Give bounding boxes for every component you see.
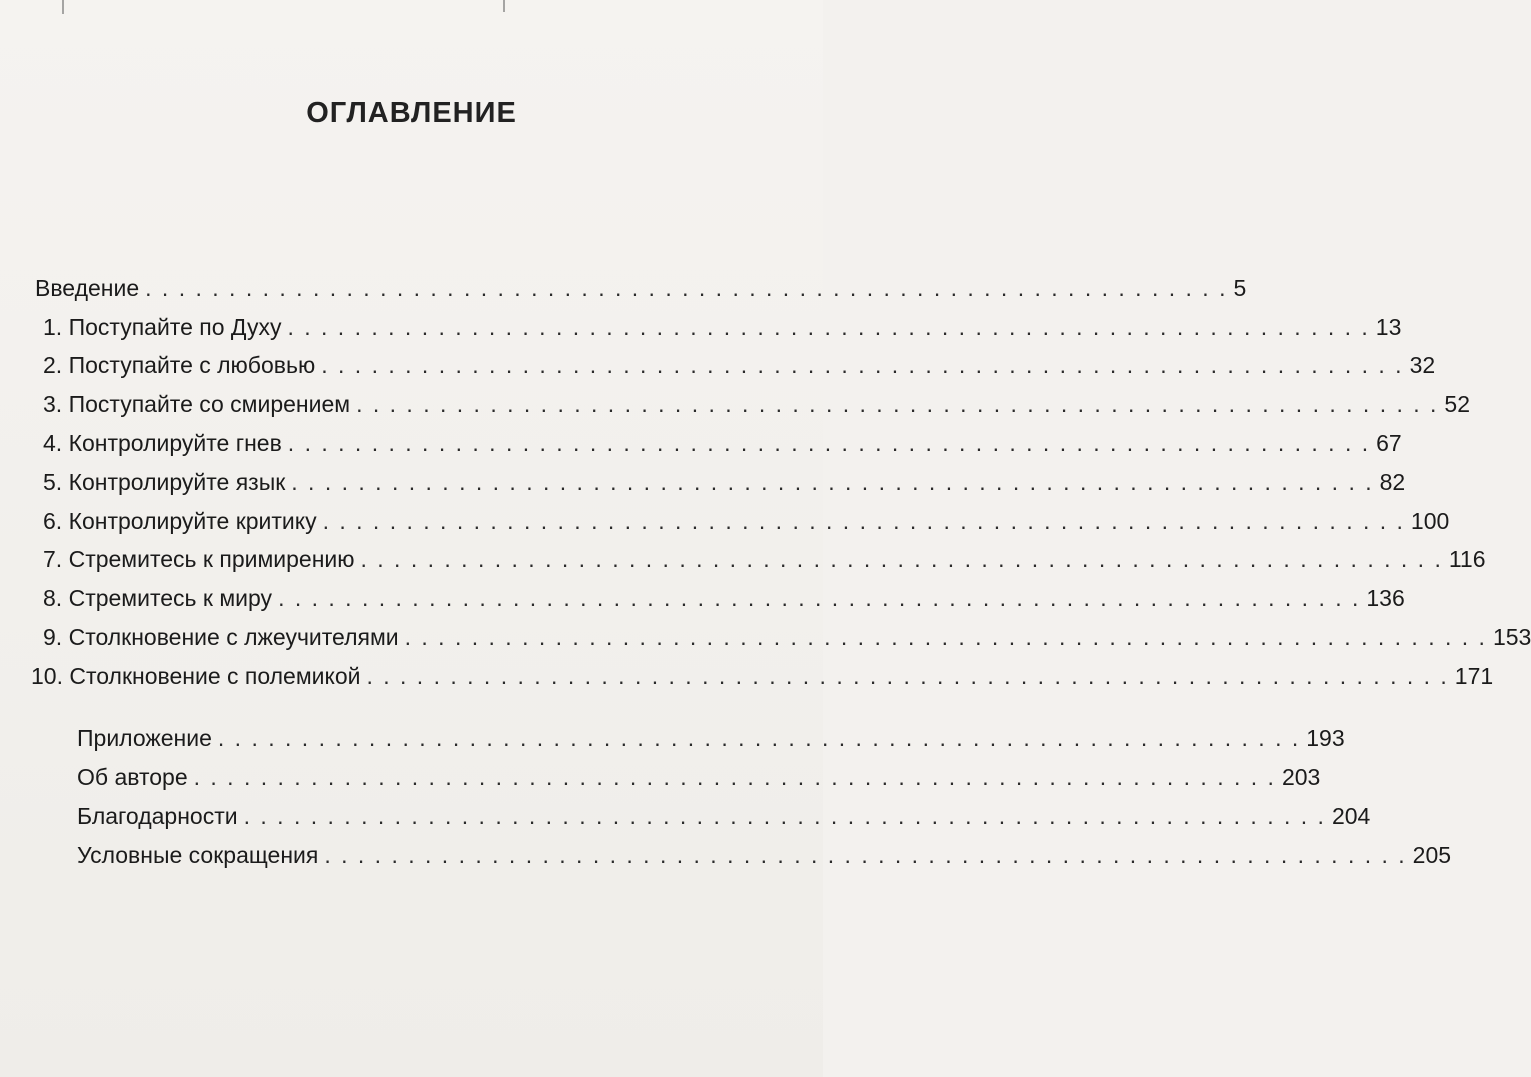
entry-page-number: 171 (1454, 663, 1494, 689)
entry-title: Контролируйте критику (68, 508, 317, 534)
entry-number: 1. (43, 314, 63, 340)
page-title: ОГЛАВЛЕНИЕ (306, 97, 517, 129)
toc-entry[interactable] (43, 503, 1450, 539)
leader-dots: . . . . . . . . . . . . . . . . . . . . . . . . . . . . . . . . . . . . . . . . . . . . . . . . . . . . . . . . . . . . . . . . . (360, 546, 1443, 572)
entry-number: 4. (43, 430, 63, 456)
entry-page-number: 5 (1233, 275, 1247, 301)
entry-number: 7. (43, 546, 63, 572)
leader-dots: . . . . . . . . . . . . . . . . . . . . . . . . . . . . . . . . . . . . . . . . . . . . . . . . . . . . . . . . . . . . . . . . . (217, 725, 1301, 751)
entry-number: 9. (43, 624, 63, 650)
leader-dots: . . . . . . . . . . . . . . . . . . . . . . . . . . . . . . . . . . . . . . . . . . . . . . . . . . . . . . . . . . . . . . . . . (287, 314, 1370, 340)
toc-entry[interactable] (43, 619, 1531, 655)
entry-page-number: 100 (1410, 508, 1450, 534)
entry-number: 6. (43, 508, 63, 534)
toc-entry[interactable] (43, 309, 1402, 345)
entry-number: 3. (43, 391, 63, 417)
entry-title: Поступайте по Духу (68, 314, 282, 340)
entry-title: Контролируйте гнев (68, 430, 282, 456)
leader-dots: . . . . . . . . . . . . . . . . . . . . . . . . . . . . . . . . . . . . . . . . . . . . . . . . . . . . . . . . . . . . . . . . . (366, 663, 1449, 689)
leader-dots: . . . . . . . . . . . . . . . . . . . . . . . . . . . . . . . . . . . . . . . . . . . . . . . . . . . . . . . . . . . . . . . . . (145, 275, 1228, 301)
entry-page-number: 193 (1306, 725, 1345, 751)
entry-page-number: 116 (1448, 546, 1486, 572)
entry-page-number: 32 (1409, 352, 1436, 378)
toc-entry[interactable] (35, 270, 1247, 306)
entry-page-number: 136 (1366, 585, 1405, 611)
entry-title: Поступайте со смирением (68, 391, 351, 417)
leader-dots: . . . . . . . . . . . . . . . . . . . . . . . . . . . . . . . . . . . . . . . . . . . . . . . . . . . . . . . . . . . . . . . . . (291, 469, 1374, 495)
entry-page-number: 52 (1444, 391, 1471, 417)
leader-dots: . . . . . . . . . . . . . . . . . . . . . . . . . . . . . . . . . . . . . . . . . . . . . . . . . . . . . . . . . . . . . . . . . (404, 624, 1487, 650)
leader-dots: . . . . . . . . . . . . . . . . . . . . . . . . . . . . . . . . . . . . . . . . . . . . . . . . . . . . . . . . . . . . . . . . . (322, 508, 1405, 534)
entry-title: Стремитесь к миру (68, 585, 273, 611)
entry-title: Столкновение с лжеучителями (68, 624, 399, 650)
toc-entry[interactable] (43, 386, 1471, 422)
entry-title: Приложение (77, 725, 212, 751)
entry-page-number: 205 (1412, 842, 1452, 868)
entry-number: 5. (43, 469, 63, 495)
toc-entry[interactable] (77, 720, 1345, 756)
entry-page-number: 203 (1281, 764, 1321, 790)
toc-entry[interactable] (43, 580, 1405, 616)
leader-dots: . . . . . . . . . . . . . . . . . . . . . . . . . . . . . . . . . . . . . . . . . . . . . . . . . . . . . . . . . . . . . . . . . (324, 842, 1407, 868)
leader-dots: . . . . . . . . . . . . . . . . . . . . . . . . . . . . . . . . . . . . . . . . . . . . . . . . . . . . . . . . . . . . . . . . . (243, 803, 1326, 829)
toc-entry[interactable] (31, 658, 1494, 694)
leader-dots: . . . . . . . . . . . . . . . . . . . . . . . . . . . . . . . . . . . . . . . . . . . . . . . . . . . . . . . . . . . . . . . . . (278, 585, 1361, 611)
entry-title: Стремитесь к примирению (68, 546, 355, 572)
toc-entry[interactable] (43, 347, 1436, 383)
toc-entry[interactable] (77, 759, 1321, 795)
entry-number: 2. (43, 352, 63, 378)
entry-number: 8. (43, 585, 63, 611)
entry-page-number: 153 (1492, 624, 1531, 650)
entry-number: 10. (31, 663, 63, 689)
leader-dots: . . . . . . . . . . . . . . . . . . . . . . . . . . . . . . . . . . . . . . . . . . . . . . . . . . . . . . . . . . . . . . . . . (287, 430, 1371, 456)
entry-title: Столкновение с полемикой (69, 663, 361, 689)
entry-page-number: 82 (1379, 469, 1406, 495)
entry-page-number: 13 (1375, 314, 1402, 340)
entry-title: Контролируйте язык (68, 469, 286, 495)
toc-entry[interactable] (43, 541, 1486, 577)
leader-dots: . . . . . . . . . . . . . . . . . . . . . . . . . . . . . . . . . . . . . . . . . . . . . . . . . . . . . . . . . . . . . . . . . (321, 352, 1404, 378)
entry-title: Введение (35, 275, 140, 301)
entry-title: Благодарности (77, 803, 238, 829)
entry-page-number: 204 (1331, 803, 1371, 829)
leader-dots: . . . . . . . . . . . . . . . . . . . . . . . . . . . . . . . . . . . . . . . . . . . . . . . . . . . . . . . . . . . . . . . . . (193, 764, 1276, 790)
toc-entry[interactable] (43, 464, 1406, 500)
toc-entry[interactable] (77, 837, 1452, 873)
entry-title: Поступайте с любовью (68, 352, 316, 378)
leader-dots: . . . . . . . . . . . . . . . . . . . . . . . . . . . . . . . . . . . . . . . . . . . . . . . . . . . . . . . . . . . . . . . . . (356, 391, 1439, 417)
entry-title: Условные сокращения (77, 842, 319, 868)
entry-title: Об авторе (77, 764, 188, 790)
toc-entry[interactable] (77, 798, 1371, 834)
toc-entry[interactable] (43, 425, 1402, 461)
entry-page-number: 67 (1376, 430, 1402, 456)
